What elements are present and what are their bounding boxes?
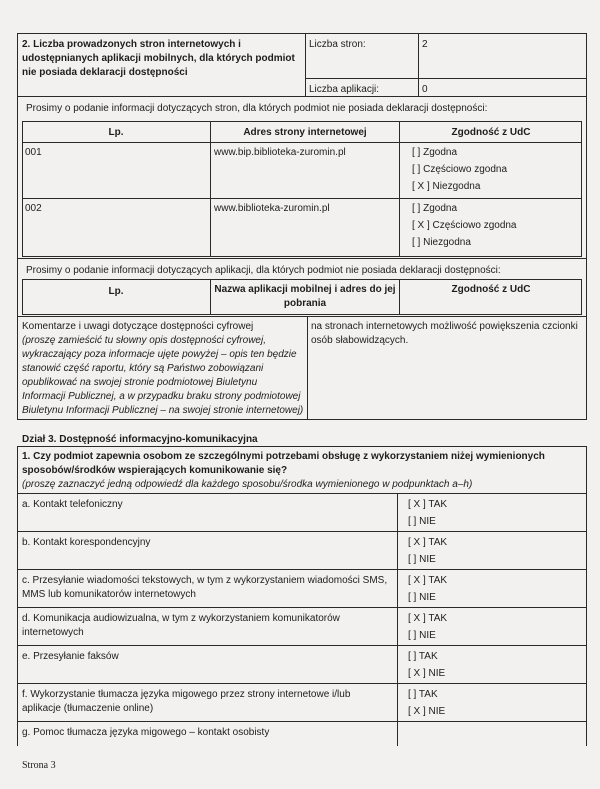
compliance-option-checkbox[interactable]: [ ] Zgodna [412, 147, 458, 158]
nie-checkbox[interactable]: [ ] NIE [408, 554, 436, 565]
item-label: e. Przesyłanie faksów [22, 651, 119, 662]
comments-label-line: stanowić część raportu, który są Państwo zobowiązani [22, 363, 264, 374]
row-line [17, 569, 587, 570]
item-label: d. Komunikacja audiowizualna, w tym z wykorzystaniem komunikatorów [22, 613, 340, 624]
comments-label-line: (proszę zamieścić tu słowny opis dostępności cyfrowej, [22, 335, 266, 346]
websites-header-lp: Lp. [108, 127, 124, 138]
comments-label-line: Informacji Publicznej, a w przypadku braku strony podmiotowej [22, 391, 301, 402]
apps-count-field[interactable]: 0 [422, 84, 428, 95]
answer-col-line [397, 493, 398, 746]
websites-row-line [22, 142, 582, 143]
row-line [17, 493, 587, 494]
comments-label-line: Komentarze i uwagi dotyczące dostępności cyfrowej [22, 321, 254, 332]
compliance-option-checkbox[interactable]: [ ] Niezgodna [412, 237, 471, 248]
comments-label-line: opublikować na swojej stronie podmiotowej Biuletynu [22, 377, 258, 388]
comments-label-line: wykraczający poza informacje ujęte powyżej – opis ten będzie [22, 349, 297, 360]
q1-line: 1. Czy podmiot zapewnia osobom ze szczególnymi potrzebami obsługę z wykorzystaniem niżej wymienionych [22, 451, 545, 462]
item-label: c. Przesyłanie wiadomości tekstowych, w tym z wykorzystaniem wiadomości SMS, [22, 575, 388, 586]
comments-field-line[interactable]: na stronach internetowych możliwość powiększenia czcionki [311, 321, 578, 332]
item-label: aplikacje (tłumaczenie online) [22, 703, 154, 714]
pages-count-label: Liczba stron: [309, 39, 366, 50]
tak-checkbox[interactable]: [ X ] TAK [408, 499, 448, 510]
websites-intro: Prosimy o podanie informacji dotyczących stron, dla których podmiot nie posiada deklaracji dostępności: [26, 103, 488, 114]
row-line [17, 721, 587, 722]
row-line [17, 683, 587, 684]
tak-checkbox[interactable]: [ X ] TAK [408, 613, 448, 624]
comments-label-line: Biuletynu Informacji Publicznej – na swojej stronie internetowej) [22, 405, 304, 416]
counts-divider [305, 33, 306, 97]
tak-checkbox[interactable]: [ ] TAK [408, 651, 438, 662]
item-label: internetowych [22, 627, 84, 638]
counts-row-line [305, 78, 587, 79]
compliance-option-checkbox[interactable]: [ X ] Częściowo zgodna [412, 220, 517, 231]
apps-header-name: Nazwa aplikacji mobilnej i adres do jej [214, 284, 396, 295]
nie-checkbox[interactable]: [ ] NIE [408, 592, 436, 603]
compliance-option-checkbox[interactable]: [ X ] Niezgodna [412, 181, 481, 192]
comments-divider [307, 317, 308, 420]
apps-intro: Prosimy o podanie informacji dotyczących aplikacji, dla których podmiot nie posiada deklaracji dostępności: [26, 265, 501, 276]
website-row-lp: 001 [25, 147, 42, 158]
apps-header-compliance: Zgodność z UdC [451, 284, 531, 295]
section2-question-line: 2. Liczba prowadzonych stron internetowych i [22, 39, 241, 50]
compliance-option-checkbox[interactable]: [ ] Zgodna [412, 203, 458, 214]
page-number: Strona 3 [22, 760, 56, 771]
item-label: b. Kontakt korespondencyjny [22, 537, 151, 548]
item-label: g. Pomoc tłumacza języka migowego – kontakt osobisty [22, 727, 270, 738]
nie-checkbox[interactable]: [ X ] NIE [408, 668, 446, 679]
row-line [17, 645, 587, 646]
apps-count-label: Liczba aplikacji: [309, 84, 380, 95]
websites-header-compliance: Zgodność z UdC [451, 127, 531, 138]
website-row-lp: 002 [25, 203, 42, 214]
q1-hint: (proszę zaznaczyć jedną odpowiedź dla każdego sposobu/środka wymienionego w podpunktach a–h) [22, 479, 473, 490]
comments-field-line[interactable]: osób słabowidzących. [311, 335, 409, 346]
row-line [17, 531, 587, 532]
section3-title: Dział 3. Dostępność informacyjno-komunikacyjna [22, 434, 258, 445]
counts-divider [418, 33, 419, 97]
section2-question-line: udostępnianych aplikacji mobilnych, dla których podmiot [22, 53, 295, 64]
nie-checkbox[interactable]: [ ] NIE [408, 516, 436, 527]
website-row-address: www.bip.biblioteka-zuromin.pl [214, 147, 346, 158]
apps-header-lp: Lp. [108, 286, 124, 297]
websites-header-address: Adres strony internetowej [243, 127, 367, 138]
item-label: a. Kontakt telefoniczny [22, 499, 123, 510]
section2-question-line: nie posiada deklaracji dostępności [22, 67, 188, 78]
q1-line: sposobów/środków wspierających komunikowanie się? [22, 465, 288, 476]
websites-row-line [22, 198, 582, 199]
website-row-address: www.biblioteka-zuromin.pl [214, 203, 330, 214]
nie-checkbox[interactable]: [ X ] NIE [408, 706, 446, 717]
item-label: f. Wykorzystanie tłumacza języka migowego przez strony internetowe i/lub [22, 689, 351, 700]
nie-checkbox[interactable]: [ ] NIE [408, 630, 436, 641]
tak-checkbox[interactable]: [ ] TAK [408, 689, 438, 700]
item-label: MMS lub komunikatorów internetowych [22, 589, 196, 600]
compliance-option-checkbox[interactable]: [ ] Częściowo zgodna [412, 164, 508, 175]
tak-checkbox[interactable]: [ X ] TAK [408, 537, 448, 548]
row-line [17, 607, 587, 608]
tak-checkbox[interactable]: [ X ] TAK [408, 575, 448, 586]
pages-count-field[interactable]: 2 [422, 39, 428, 50]
apps-header-name: pobrania [283, 298, 327, 309]
